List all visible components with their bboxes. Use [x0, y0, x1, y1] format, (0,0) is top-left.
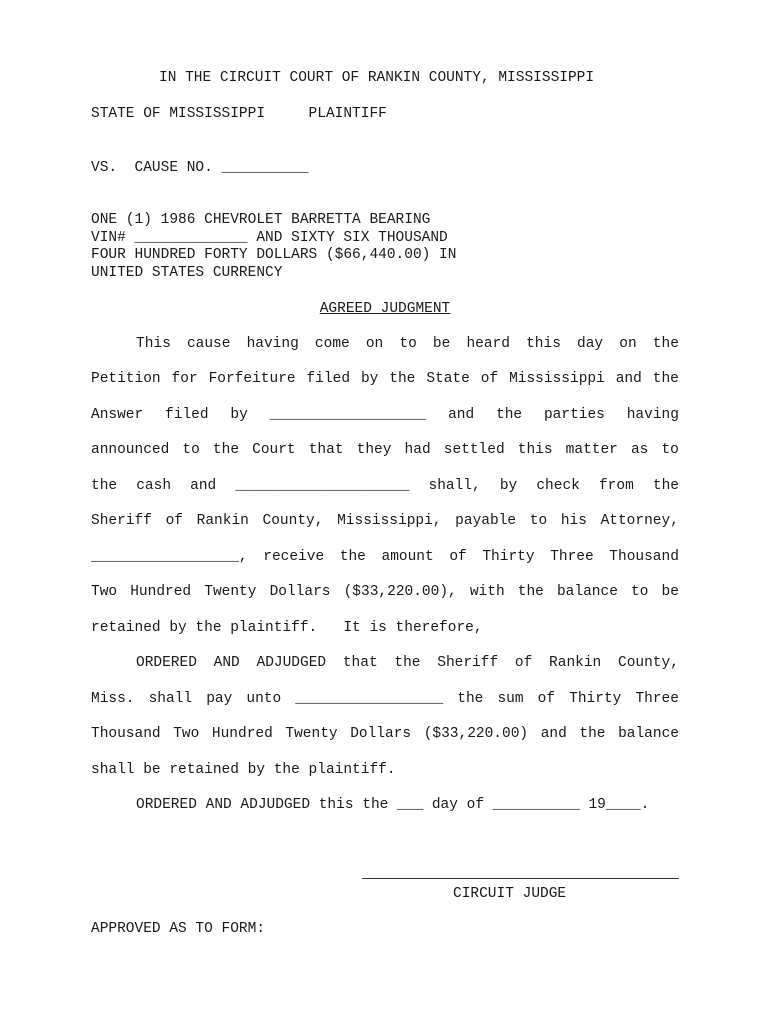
body-line — [91, 512, 679, 530]
word: his — [560, 513, 587, 529]
word: Dollars — [350, 726, 412, 742]
word: for — [171, 371, 198, 387]
word: the — [339, 549, 366, 565]
word: County, — [618, 655, 679, 671]
word: ($33,220.00) — [423, 726, 529, 742]
word: the — [517, 584, 544, 600]
order-line — [136, 654, 679, 672]
word: to — [631, 584, 649, 600]
word: Forfeiture — [208, 371, 296, 387]
word: the — [212, 442, 240, 458]
word: Sheriff — [437, 655, 499, 671]
word: and — [540, 726, 567, 742]
word: to — [529, 513, 548, 529]
defendant-line: FOUR HUNDRED FORTY DOLLARS ($66,440.00) IN — [91, 247, 457, 263]
defendant-line: ONE (1) 1986 CHEVROLET BARRETTA BEARING — [91, 212, 431, 228]
word: balance — [556, 584, 618, 600]
word: the — [652, 336, 679, 352]
word: Dollars — [269, 584, 331, 600]
order-line: shall be retained by the plaintiff. — [91, 762, 396, 778]
word: cash — [136, 478, 172, 494]
word: Answer — [91, 407, 144, 423]
cause-number-line: VS. CAUSE NO. __________ — [91, 160, 309, 176]
word: Mississippi, — [337, 513, 442, 529]
word: had — [404, 442, 431, 458]
word: Attorney, — [600, 513, 679, 529]
word: of — [165, 513, 183, 529]
word: _________________ — [295, 691, 444, 707]
word: Thirty — [482, 549, 535, 565]
court-heading: IN THE CIRCUIT COURT OF RANKIN COUNTY, MISSISSIPPI — [159, 70, 595, 86]
word: the — [652, 478, 679, 494]
word: __________________ — [269, 407, 427, 423]
word: to — [399, 336, 417, 352]
word: that — [342, 655, 378, 671]
word: Twenty — [285, 726, 338, 742]
word: be — [661, 584, 679, 600]
plaintiff-line: STATE OF MISSISSIPPI PLAINTIFF — [91, 106, 387, 122]
word: pay — [206, 691, 233, 707]
word: Thousand — [609, 549, 679, 565]
body-line — [91, 548, 679, 566]
word: County, — [262, 513, 324, 529]
word: State — [426, 371, 470, 387]
word: AND — [213, 655, 240, 671]
word: balance — [618, 726, 679, 742]
word: receive — [263, 549, 325, 565]
word: the — [496, 407, 523, 423]
word: settled — [443, 442, 505, 458]
word: this — [526, 336, 561, 352]
word: by — [360, 371, 379, 387]
defendant-line: VIN# _____________ AND SIXTY SIX THOUSAND — [91, 230, 448, 246]
word: having — [626, 407, 679, 423]
word: matter — [565, 442, 618, 458]
word: to — [182, 442, 200, 458]
word: Miss. — [91, 691, 135, 707]
word: shall — [148, 691, 193, 707]
word: Thousand — [91, 726, 161, 742]
word: unto — [246, 691, 282, 707]
body-line — [91, 406, 679, 424]
signature-line — [362, 878, 679, 879]
word: announced — [91, 442, 170, 458]
word: of — [514, 655, 533, 671]
body-line — [91, 370, 679, 388]
word: Court — [252, 442, 296, 458]
word: having — [246, 336, 299, 352]
word: they — [356, 442, 392, 458]
word: Hundred — [130, 584, 192, 600]
word: shall, — [428, 478, 481, 494]
word: Sheriff — [91, 513, 152, 529]
defendant-line: UNITED STATES CURRENCY — [91, 265, 283, 281]
word: of — [449, 549, 467, 565]
word: the — [579, 726, 606, 742]
word: on — [365, 336, 384, 352]
word: the — [389, 371, 416, 387]
word: ($33,220.00), — [343, 584, 457, 600]
word: filed — [165, 407, 209, 423]
body-line: retained by the plaintiff. It is therefore, — [91, 620, 483, 636]
word: and — [190, 478, 217, 494]
word: to — [661, 442, 679, 458]
body-line — [136, 335, 679, 353]
word: heard — [466, 336, 510, 352]
word: come — [314, 336, 350, 352]
order-line — [91, 725, 679, 743]
word: payable — [455, 513, 517, 529]
word: by — [230, 407, 248, 423]
word: the — [457, 691, 484, 707]
word: day — [577, 336, 604, 352]
word: sum — [497, 691, 524, 707]
body-line — [91, 583, 679, 601]
word: of — [537, 691, 556, 707]
word: that — [308, 442, 344, 458]
word: Rankin — [196, 513, 249, 529]
word: ADJUDGED — [256, 655, 327, 671]
approved-label: APPROVED AS TO FORM: — [91, 921, 266, 937]
word: Petition — [91, 371, 161, 387]
word: This — [136, 336, 171, 352]
word: the — [91, 478, 118, 494]
body-line — [91, 441, 679, 459]
order-line — [91, 690, 679, 708]
word: ____________________ — [235, 478, 410, 494]
word: from — [598, 478, 634, 494]
word: be — [432, 336, 451, 352]
word: parties — [543, 407, 605, 423]
date-line: ORDERED AND ADJUDGED this the ___ day of __________ 19____. — [136, 797, 650, 813]
word: check — [536, 478, 580, 494]
word: and — [615, 371, 642, 387]
word: Rankin — [549, 655, 602, 671]
word: and — [448, 407, 475, 423]
word: Twenty — [204, 584, 257, 600]
word: Three — [635, 691, 679, 707]
word: with — [469, 584, 505, 600]
word: Three — [550, 549, 594, 565]
word: this — [517, 442, 553, 458]
word: amount — [381, 549, 434, 565]
body-line — [91, 477, 679, 495]
word: Two — [91, 584, 118, 600]
word: _________________, — [91, 549, 248, 565]
word: the — [394, 655, 421, 671]
word: Hundred — [211, 726, 273, 742]
word: the — [652, 371, 679, 387]
word: Mississippi — [509, 371, 605, 387]
word: as — [630, 442, 649, 458]
word: cause — [186, 336, 231, 352]
word: of — [480, 371, 499, 387]
signature-title: CIRCUIT JUDGE — [453, 886, 567, 902]
document-title: AGREED JUDGMENT — [319, 301, 451, 317]
word: ORDERED — [136, 655, 197, 671]
word: on — [619, 336, 637, 352]
word: Two — [173, 726, 200, 742]
word: Thirty — [569, 691, 622, 707]
word: filed — [306, 371, 351, 387]
word: by — [499, 478, 518, 494]
